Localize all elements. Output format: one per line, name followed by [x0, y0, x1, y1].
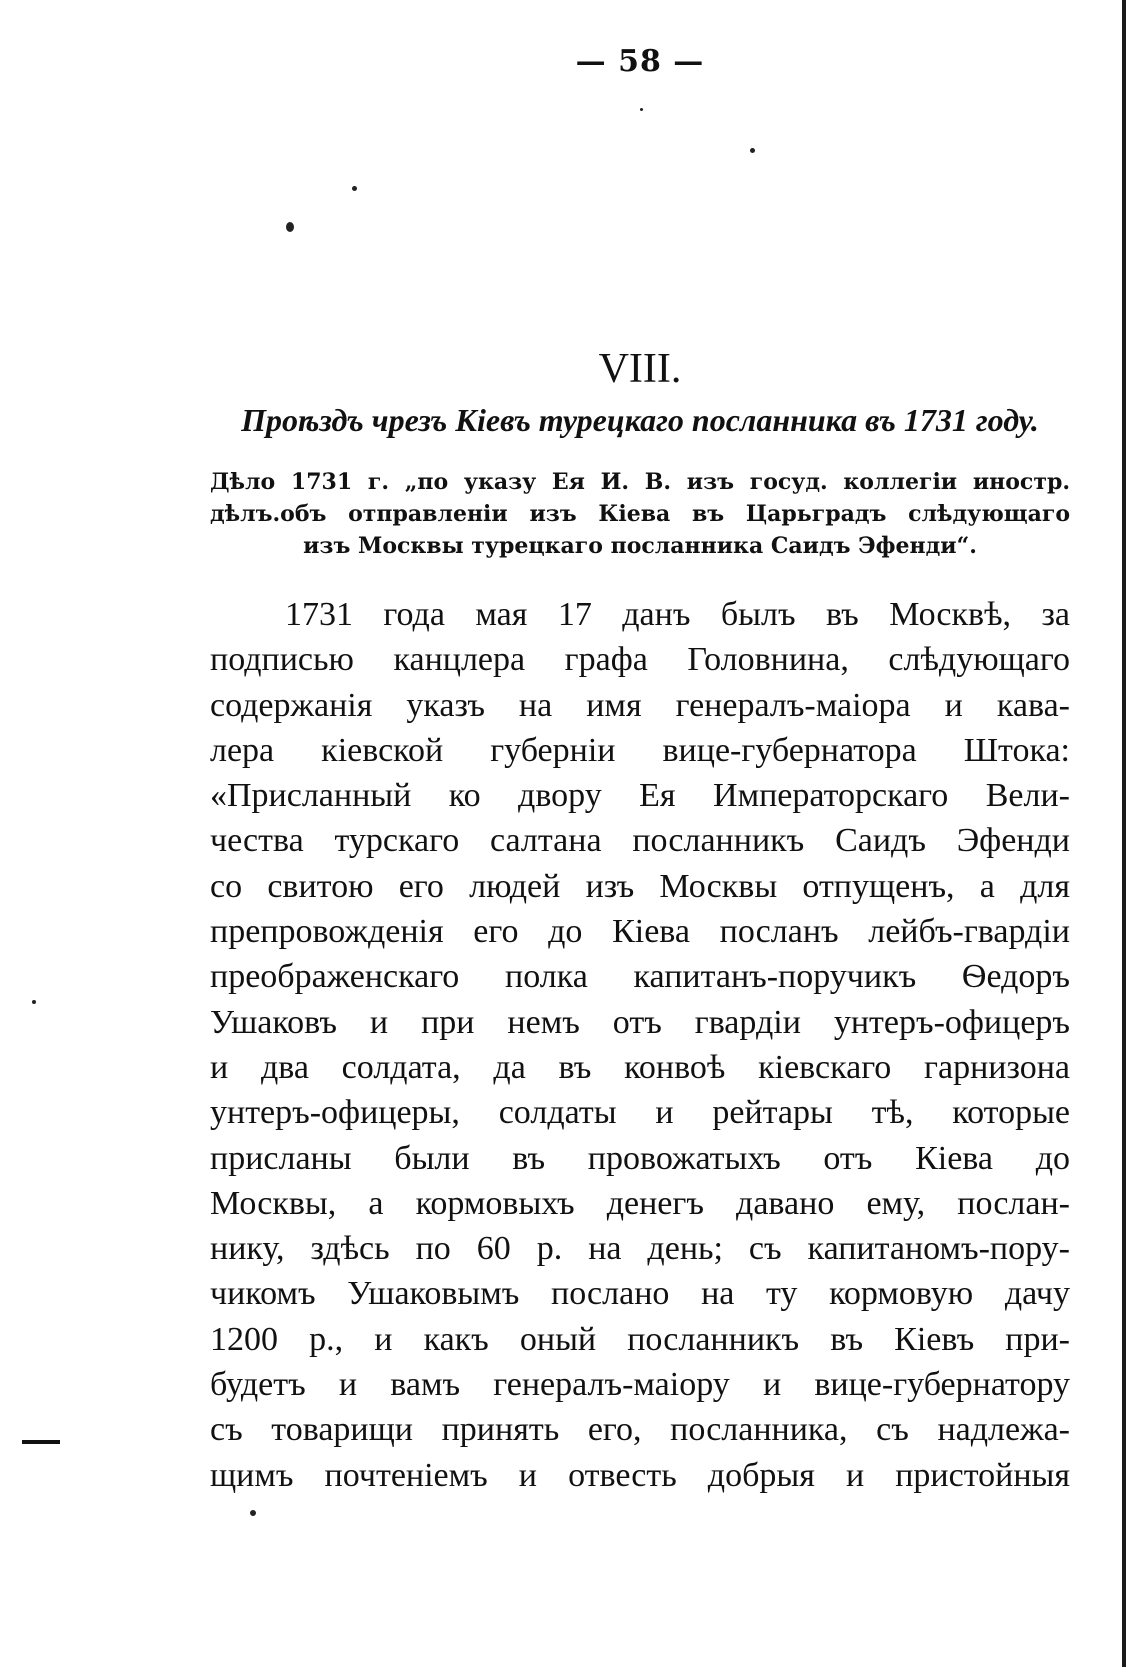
- chapter-subtitle: Проѣздъ чрезъ Кіевъ турецкаго посланника въ 1731 году.: [241, 402, 1039, 438]
- body-paragraph: [210, 592, 1070, 1498]
- chapter-number: VIII.: [598, 346, 682, 392]
- source-note-line: изъ Москвы турецкаго посланника Саидъ Эфенди“.: [303, 533, 977, 559]
- scan-speck: [640, 108, 643, 111]
- body-line: подписью канцлера графа Головнина, слѣдующаго: [210, 641, 1070, 679]
- body-line: содержанія указъ на имя генералъ-маіора и кава-: [210, 686, 1070, 724]
- body-line: присланы были въ провожатыхъ отъ Кіева до: [210, 1139, 1070, 1177]
- source-note: [210, 466, 1070, 562]
- body-line: лера кіевской губерніи вице-губернатора Штока:: [210, 731, 1070, 769]
- body-line: препровожденія его до Кіева посланъ лейбъ-гвардіи: [210, 913, 1070, 951]
- body-line: щимъ почтеніемъ и отвесть добрыя и пристойныя: [210, 1456, 1070, 1494]
- scan-speck: [352, 186, 357, 191]
- body-line: 1731 года мая 17 данъ былъ въ Москвѣ, за: [285, 596, 1070, 633]
- body-line: и два солдата, да въ конвоѣ кіевскаго гарнизона: [210, 1048, 1070, 1086]
- body-line: со свитою его людей изъ Москвы отпущенъ, а для: [210, 867, 1070, 905]
- scan-speck: [32, 1000, 36, 1004]
- body-line: преображенскаго полка капитанъ-поручикъ Ѳедоръ: [210, 958, 1070, 996]
- page-edge-line: [1122, 0, 1126, 1667]
- body-line: унтеръ-офицеры, солдаты и рейтары тѣ, которые: [210, 1094, 1070, 1132]
- body-line: съ товарищи принять его, посланника, съ надлежа-: [210, 1411, 1070, 1449]
- body-line: чества турскаго салтана посланникъ Саидъ Эфенди: [210, 822, 1070, 860]
- source-note-line: Дѣло 1731 г. „по указу Ея И. В. изъ госуд. коллегіи иностр.: [210, 469, 1070, 495]
- body-line: чикомъ Ушаковымъ послано на ту кормовую дачу: [210, 1275, 1070, 1313]
- body-line: будетъ и вамъ генералъ-маіору и вице-губернатору: [210, 1366, 1070, 1404]
- body-line: 1200 р., и какъ оный посланникъ въ Кіевъ при-: [210, 1320, 1070, 1358]
- body-line: «Присланный ко двору Ея Императорскаго Вели-: [210, 777, 1070, 815]
- body-line: Москвы, а кормовыхъ денегъ давано ему, послан-: [210, 1184, 1070, 1222]
- scan-speck: [750, 148, 755, 153]
- scan-speck: [250, 1510, 256, 1516]
- scan-speck: [286, 222, 294, 232]
- body-line: Ушаковъ и при немъ отъ гвардіи унтеръ-офицеръ: [210, 1003, 1070, 1041]
- body-line: нику, здѣсь по 60 р. на день; съ капитаномъ-пору-: [210, 1230, 1070, 1268]
- page-number: — 58 —: [575, 44, 705, 79]
- source-note-line: дѣлъ.объ отправленіи изъ Кіева въ Царьградъ слѣдующаго: [210, 501, 1070, 527]
- scan-mark: [22, 1440, 60, 1444]
